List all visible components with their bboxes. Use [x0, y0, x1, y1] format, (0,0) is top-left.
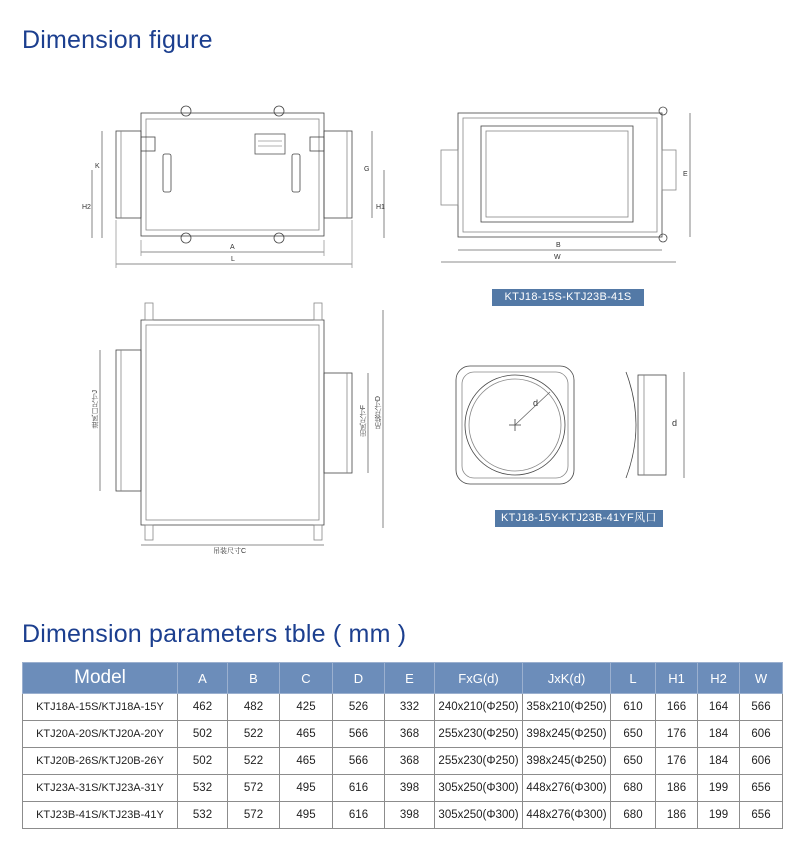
cell-d: 526 — [333, 694, 385, 721]
dim-label-a: A — [230, 244, 235, 251]
cell-d: 616 — [333, 802, 385, 829]
cell-h2: 184 — [698, 721, 740, 748]
dim-label-d: 吊装尺寸D — [375, 396, 382, 430]
cell-h2: 164 — [698, 694, 740, 721]
cell-d: 566 — [333, 721, 385, 748]
cell-d: 616 — [333, 775, 385, 802]
cell-h1: 176 — [656, 721, 698, 748]
table-title: Dimension parameters tble ( mm ) — [22, 620, 407, 648]
header-model: Model — [23, 663, 178, 694]
table-row — [23, 748, 783, 775]
table-header-row — [23, 663, 783, 694]
header-l: L — [611, 663, 656, 694]
top-view — [100, 303, 383, 545]
cell-l: 680 — [611, 802, 656, 829]
cell-w: 606 — [740, 721, 783, 748]
cell-a: 502 — [178, 748, 228, 775]
header-jxk: JxK(d) — [523, 663, 611, 694]
header-fxg: FxG(d) — [435, 663, 523, 694]
cell-w: 566 — [740, 694, 783, 721]
cell-l: 650 — [611, 721, 656, 748]
cell-h2: 184 — [698, 748, 740, 775]
cell-model: KTJ23B-41S/KTJ23B-41Y — [23, 802, 178, 829]
cell-model: KTJ23A-31S/KTJ23A-31Y — [23, 775, 178, 802]
cell-fxg: 305x250(Φ300) — [435, 775, 523, 802]
dim-label-e: E — [683, 171, 688, 178]
cell-jxk: 358x210(Φ250) — [523, 694, 611, 721]
front-view — [92, 106, 384, 268]
header-h2: H2 — [698, 663, 740, 694]
cell-fxg: 255x230(Φ250) — [435, 721, 523, 748]
header-c: C — [280, 663, 333, 694]
cell-l: 680 — [611, 775, 656, 802]
cell-b: 572 — [228, 775, 280, 802]
side-view — [441, 107, 690, 262]
cell-e: 332 — [385, 694, 435, 721]
cell-h1: 186 — [656, 775, 698, 802]
header-b: B — [228, 663, 280, 694]
table-row — [23, 802, 783, 829]
cell-e: 398 — [385, 802, 435, 829]
figure-caption-2: KTJ18-15Y-KTJ23B-41YF风口 — [495, 510, 663, 527]
dim-label-c: 吊装尺寸C — [213, 548, 247, 555]
figure-caption-1: KTJ18-15S-KTJ23B-41S — [492, 289, 644, 306]
dim-label-j: 进风口尺寸J — [92, 390, 99, 429]
cell-w: 656 — [740, 775, 783, 802]
cell-jxk: 398x245(Φ250) — [523, 721, 611, 748]
cell-jxk: 398x245(Φ250) — [523, 748, 611, 775]
cell-h2: 199 — [698, 775, 740, 802]
cell-b: 522 — [228, 748, 280, 775]
header-a: A — [178, 663, 228, 694]
cell-a: 532 — [178, 775, 228, 802]
cell-model: KTJ20B-26S/KTJ20B-26Y — [23, 748, 178, 775]
dim-label-g: G — [364, 166, 370, 173]
cell-l: 610 — [611, 694, 656, 721]
dim-label-h1: H1 — [376, 204, 385, 211]
header-h1: H1 — [656, 663, 698, 694]
table-row — [23, 694, 783, 721]
dim-label-small-d: d — [533, 398, 539, 408]
cell-w: 656 — [740, 802, 783, 829]
cell-c: 465 — [280, 721, 333, 748]
cell-c: 495 — [280, 775, 333, 802]
dim-label-b: B — [556, 242, 561, 249]
cell-b: 482 — [228, 694, 280, 721]
dim-label-l: L — [231, 256, 235, 263]
cell-jxk: 448x276(Φ300) — [523, 802, 611, 829]
table-row — [23, 721, 783, 748]
dim-label-small-d-side: d — [672, 418, 678, 428]
cell-jxk: 448x276(Φ300) — [523, 775, 611, 802]
cell-model: KTJ18A-15S/KTJ18A-15Y — [23, 694, 178, 721]
dim-label-k: K — [95, 163, 100, 170]
cell-b: 572 — [228, 802, 280, 829]
cell-h1: 166 — [656, 694, 698, 721]
cell-l: 650 — [611, 748, 656, 775]
header-d: D — [333, 663, 385, 694]
dim-label-f: 出风尺寸F — [360, 405, 367, 438]
cell-d: 566 — [333, 748, 385, 775]
cell-h2: 199 — [698, 802, 740, 829]
round-outlet-front — [456, 366, 574, 484]
cell-c: 425 — [280, 694, 333, 721]
header-e: E — [385, 663, 435, 694]
header-w: W — [740, 663, 783, 694]
cell-fxg: 240x210(Φ250) — [435, 694, 523, 721]
dim-label-h2: H2 — [82, 204, 91, 211]
cell-e: 398 — [385, 775, 435, 802]
cell-a: 532 — [178, 802, 228, 829]
cell-model: KTJ20A-20S/KTJ20A-20Y — [23, 721, 178, 748]
cell-e: 368 — [385, 748, 435, 775]
table-row — [23, 775, 783, 802]
cell-c: 465 — [280, 748, 333, 775]
cell-h1: 186 — [656, 802, 698, 829]
cell-w: 606 — [740, 748, 783, 775]
dim-label-w: W — [554, 254, 561, 261]
page-title: Dimension figure — [22, 26, 213, 54]
cell-fxg: 305x250(Φ300) — [435, 802, 523, 829]
cell-c: 495 — [280, 802, 333, 829]
cell-b: 522 — [228, 721, 280, 748]
dimension-table — [22, 662, 783, 829]
cell-fxg: 255x230(Φ250) — [435, 748, 523, 775]
cell-h1: 176 — [656, 748, 698, 775]
cell-a: 462 — [178, 694, 228, 721]
cell-e: 368 — [385, 721, 435, 748]
cell-a: 502 — [178, 721, 228, 748]
